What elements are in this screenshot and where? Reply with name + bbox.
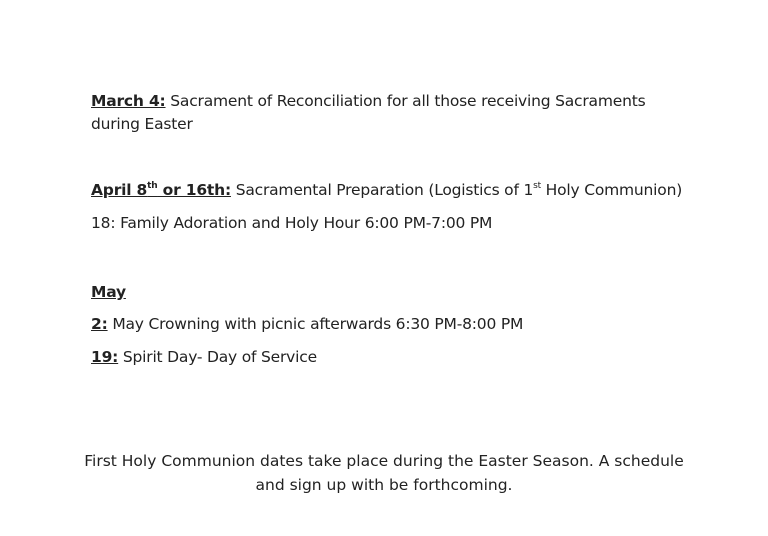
event-description	[231, 181, 682, 199]
description-text: Sacramental Preparation (Logistics of 1	[230, 181, 534, 199]
event-may-19	[91, 348, 317, 366]
event-date-label: March 4:	[91, 92, 166, 110]
date-text-suffix: or 16th:	[157, 181, 231, 199]
event-april-8-16	[91, 181, 682, 199]
event-date-label	[91, 181, 231, 199]
event-march-4	[91, 90, 691, 136]
date-superscript: th	[147, 181, 158, 191]
event-description: Spirit Day- Day of Service	[118, 348, 317, 366]
event-date-label: 19:	[91, 348, 119, 366]
event-may-2	[91, 315, 523, 333]
event-description: Sacrament of Reconciliation for all those receiving Sacraments during Easter	[91, 92, 646, 133]
description-text-suffix: Holy Communion)	[540, 181, 683, 199]
section-heading-may: May	[91, 283, 126, 301]
event-april-18: 18: Family Adoration and Holy Hour 6:00 PM-7:00 PM	[91, 214, 493, 232]
description-superscript: st	[533, 181, 541, 191]
event-date-label: 2:	[91, 315, 108, 333]
event-description: May Crowning with picnic afterwards 6:30 PM-8:00 PM	[107, 315, 524, 333]
date-text: April 8	[91, 181, 148, 199]
footer-note: First Holy Communion dates take place during the Easter Season. A schedule and sign up with be forthcoming.	[84, 452, 684, 494]
